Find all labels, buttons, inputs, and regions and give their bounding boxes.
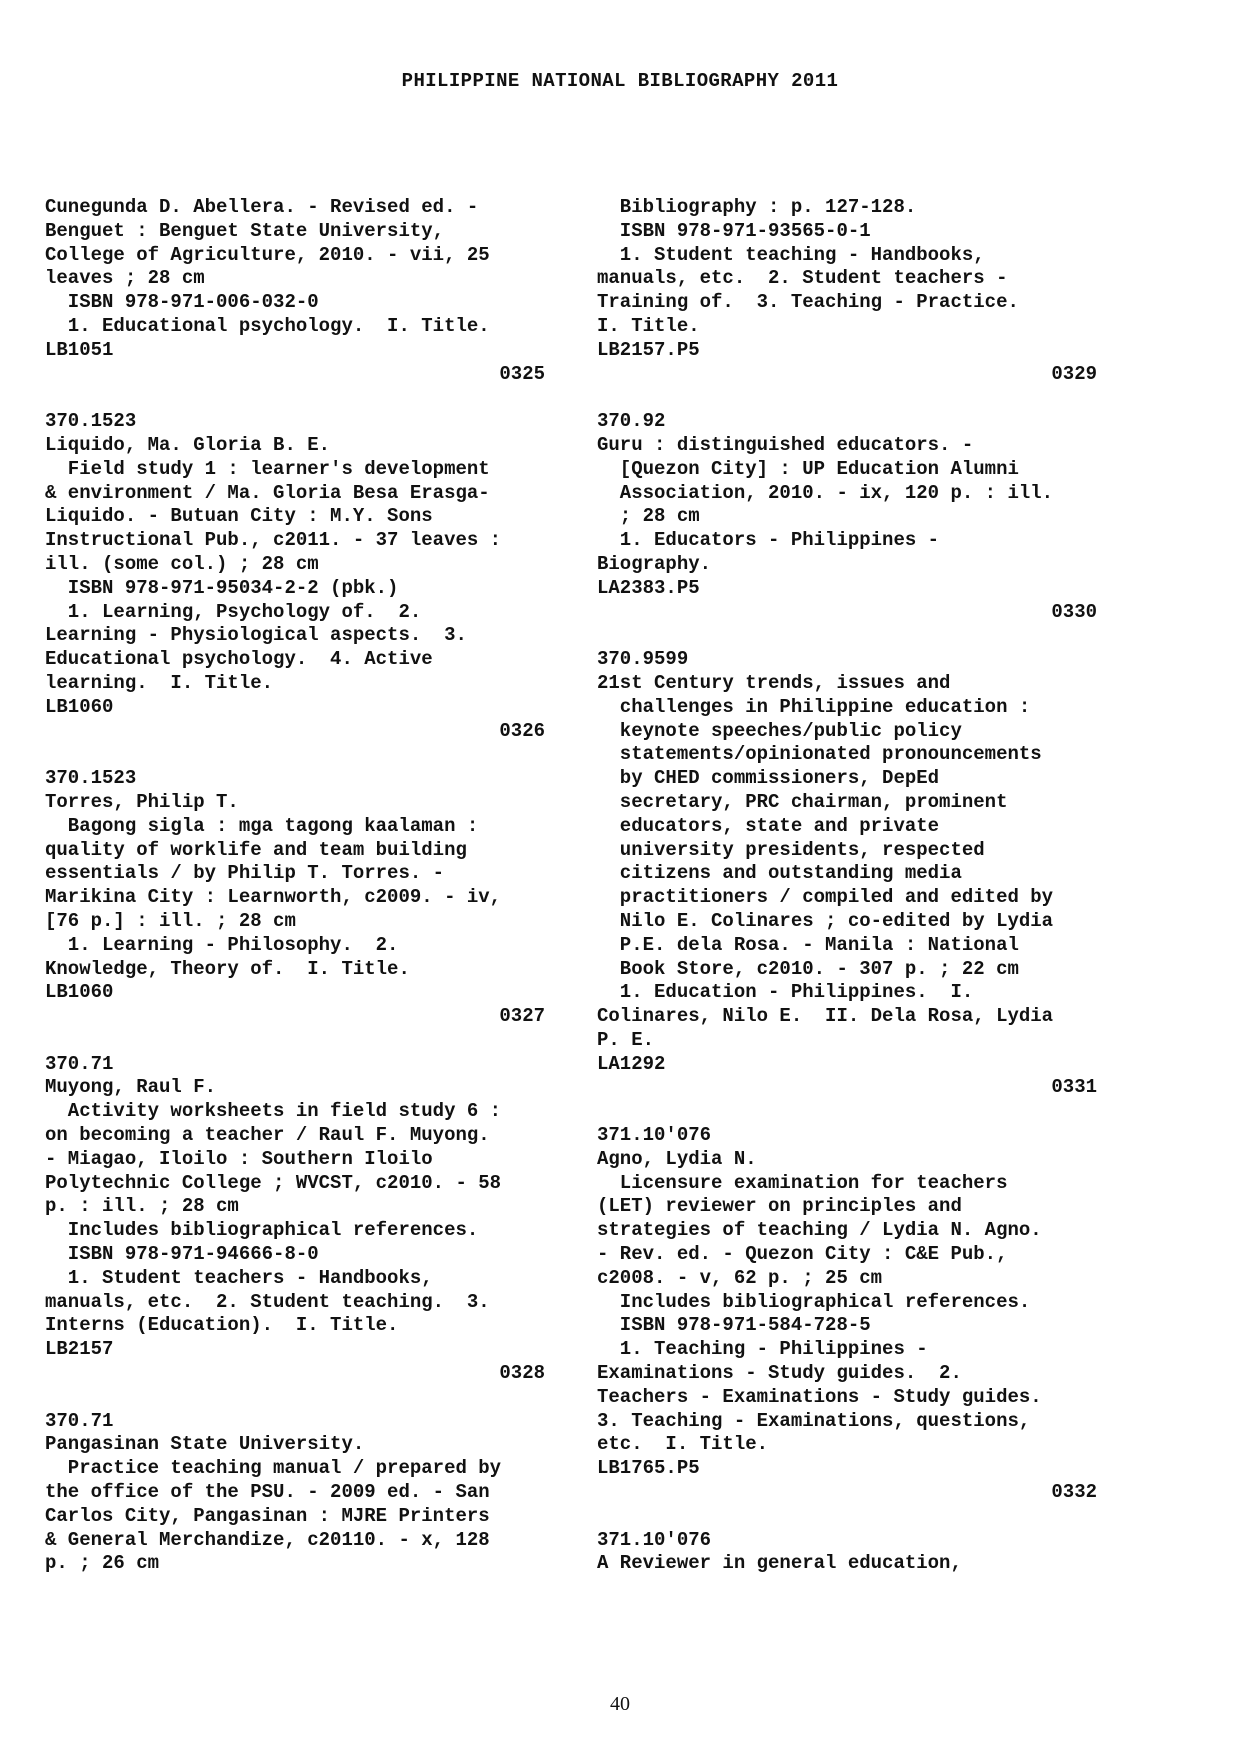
entry-line: Nilo E. Colinares ; co-edited by Lydia: [597, 909, 1054, 932]
entry-line: Agno, Lydia N.: [597, 1147, 757, 1170]
entry-line: leaves ; 28 cm: [45, 267, 205, 290]
entry-line: Pangasinan State University.: [45, 1433, 365, 1456]
entry-line: - Rev. ed. - Quezon City : C&E Pub.,: [597, 1243, 1008, 1266]
entry-line: 3. Teaching - Examinations, questions,: [597, 1409, 1031, 1432]
left-column: [45, 196, 545, 1576]
entry-line: Examinations - Study guides. 2.: [597, 1362, 962, 1385]
right-column: [597, 196, 1097, 1576]
entry-line: statements/opinionated pronouncements: [597, 743, 1042, 766]
entry-line: LB2157: [45, 1338, 114, 1361]
page-number: 40: [610, 1693, 630, 1715]
entry-number: 0332: [1051, 1481, 1097, 1504]
entry-number: 0329: [1051, 362, 1097, 385]
entry-line: keynote speeches/public policy: [597, 719, 962, 742]
entry-line: Interns (Education). I. Title.: [45, 1314, 399, 1337]
entry-gap: [45, 743, 545, 767]
entry-number: 0330: [1051, 600, 1097, 623]
entry-line: on becoming a teacher / Raul F. Muyong.: [45, 1124, 490, 1147]
entry-gap: [597, 624, 1097, 648]
entry-line: & environment / Ma. Gloria Besa Erasga-: [45, 481, 490, 504]
entry-number: 0326: [499, 719, 545, 742]
entry-line: Liquido, Ma. Gloria B. E.: [45, 433, 331, 456]
entry-number: 0331: [1051, 1076, 1097, 1099]
entry-line: 370.71: [45, 1409, 114, 1432]
entry-line: 21st Century trends, issues and: [597, 671, 951, 694]
entry-gap: [597, 1100, 1097, 1124]
entry-line: ISBN 978-971-006-032-0: [45, 291, 319, 314]
entry-line: [Quezon City] : UP Education Alumni: [597, 457, 1019, 480]
entry-line: Guru : distinguished educators. -: [597, 433, 974, 456]
bibliography-entry: [597, 410, 1097, 648]
entry-line: Liquido. - Butuan City : M.Y. Sons: [45, 505, 433, 528]
entry-line: Bibliography : p. 127-128.: [597, 196, 917, 218]
entry-line: Muyong, Raul F.: [45, 1076, 217, 1099]
entry-line: LA2383.P5: [597, 576, 700, 599]
entry-line: Educational psychology. 4. Active: [45, 648, 433, 671]
entry-line: Instructional Pub., c2011. - 37 leaves :: [45, 529, 502, 552]
entry-line: ISBN 978-971-95034-2-2 (pbk.): [45, 576, 399, 599]
entry-number: 0325: [499, 362, 545, 385]
entry-line: Includes bibliographical references.: [597, 1290, 1031, 1313]
entry-gap: [45, 1386, 545, 1410]
entry-line: practitioners / compiled and edited by: [597, 886, 1054, 909]
entry-line: LB1051: [45, 338, 114, 361]
entry-line: 1. Teaching - Philippines -: [597, 1338, 928, 1361]
entry-line: 1. Student teachers - Handbooks,: [45, 1266, 433, 1289]
entry-line: LB1765.P5: [597, 1457, 700, 1480]
entry-line: Polytechnic College ; WVCST, c2010. - 58: [45, 1171, 502, 1194]
entry-line: Torres, Philip T.: [45, 790, 239, 813]
entry-gap: [45, 1029, 545, 1053]
entry-line: quality of worklife and team building: [45, 838, 467, 861]
entry-line: I. Title.: [597, 314, 700, 337]
entry-line: LB2157.P5: [597, 338, 700, 361]
bibliography-entry: [45, 1053, 545, 1410]
entry-line: Association, 2010. - ix, 120 p. : ill.: [597, 481, 1054, 504]
entry-line: Colinares, Nilo E. II. Dela Rosa, Lydia: [597, 1005, 1054, 1028]
entry-line: the office of the PSU. - 2009 ed. - San: [45, 1481, 490, 1504]
entry-number: 0328: [499, 1362, 545, 1385]
entry-line: P.E. dela Rosa. - Manila : National: [597, 933, 1019, 956]
entry-line: 1. Educational psychology. I. Title.: [45, 314, 490, 337]
entry-line: Learning - Physiological aspects. 3.: [45, 624, 467, 647]
entry-line: citizens and outstanding media: [597, 862, 962, 885]
entry-line: p. : ill. ; 28 cm: [45, 1195, 239, 1218]
entry-line: & General Merchandize, c20110. - x, 128: [45, 1528, 490, 1551]
entry-line: strategies of teaching / Lydia N. Agno.: [597, 1219, 1042, 1242]
bibliography-entry: [597, 196, 1097, 410]
entry-line: secretary, PRC chairman, prominent: [597, 790, 1008, 813]
entry-line: 370.1523: [45, 767, 137, 790]
bibliography-entry: [45, 410, 545, 767]
entry-line: etc. I. Title.: [597, 1433, 769, 1456]
entry-number: 0327: [499, 1005, 545, 1028]
entry-line: Knowledge, Theory of. I. Title.: [45, 957, 410, 980]
entry-line: ill. (some col.) ; 28 cm: [45, 552, 319, 575]
entry-line: Cunegunda D. Abellera. - Revised ed. -: [45, 196, 479, 218]
entry-line: A Reviewer in general education,: [597, 1552, 962, 1575]
entry-line: Training of. 3. Teaching - Practice.: [597, 291, 1019, 314]
entry-line: Practice teaching manual / prepared by: [45, 1457, 502, 1480]
page-header-title: PHILIPPINE NATIONAL BIBLIOGRAPHY 2011: [401, 70, 839, 92]
bibliography-entry: [45, 196, 545, 410]
entry-line: educators, state and private: [597, 814, 940, 837]
entry-line: 1. Student teaching - Handbooks,: [597, 243, 985, 266]
entry-line: 371.10'076: [597, 1528, 712, 1551]
entry-line: P. E.: [597, 1028, 655, 1051]
entry-line: learning. I. Title.: [45, 671, 274, 694]
entry-line: Field study 1 : learner's development: [45, 457, 490, 480]
entry-line: Marikina City : Learnworth, c2009. - iv,: [45, 886, 502, 909]
entry-gap: [597, 1505, 1097, 1529]
entry-line: LA1292: [597, 1052, 666, 1075]
bibliography-entry: [597, 1529, 1097, 1577]
bibliography-entry: [45, 1410, 545, 1577]
entry-line: Activity worksheets in field study 6 :: [45, 1100, 502, 1123]
entry-line: manuals, etc. 2. Student teachers -: [597, 267, 1008, 290]
entry-line: Benguet : Benguet State University,: [45, 219, 445, 242]
entry-line: 1. Educators - Philippines -: [597, 529, 940, 552]
entry-line: by CHED commissioners, DepEd: [597, 767, 940, 790]
entry-line: ; 28 cm: [597, 505, 700, 528]
entry-line: 370.71: [45, 1052, 114, 1075]
entry-line: 370.92: [597, 410, 666, 433]
entry-line: challenges in Philippine education :: [597, 695, 1031, 718]
entry-line: [76 p.] : ill. ; 28 cm: [45, 909, 296, 932]
entry-line: Biography.: [597, 552, 712, 575]
entry-line: College of Agriculture, 2010. - vii, 25: [45, 243, 490, 266]
entry-line: p. ; 26 cm: [45, 1552, 160, 1575]
entry-line: 1. Education - Philippines. I.: [597, 981, 974, 1004]
entry-line: Carlos City, Pangasinan : MJRE Printers: [45, 1504, 490, 1527]
entry-line: Licensure examination for teachers: [597, 1171, 1008, 1194]
bibliography-entry: [597, 648, 1097, 1124]
entry-line: manuals, etc. 2. Student teaching. 3.: [45, 1290, 490, 1313]
entry-line: ISBN 978-971-94666-8-0: [45, 1243, 319, 1266]
entry-line: essentials / by Philip T. Torres. -: [45, 862, 445, 885]
entry-line: LB1060: [45, 981, 114, 1004]
entry-line: 1. Learning - Philosophy. 2.: [45, 933, 399, 956]
bibliography-entry: [597, 1124, 1097, 1529]
entry-line: 1. Learning, Psychology of. 2.: [45, 600, 422, 623]
bibliography-entry: [45, 767, 545, 1053]
entry-line: 370.9599: [597, 648, 689, 671]
entry-gap: [597, 386, 1097, 410]
entry-line: ISBN 978-971-93565-0-1: [597, 219, 871, 242]
entry-line: Teachers - Examinations - Study guides.: [597, 1385, 1042, 1408]
entry-gap: [45, 386, 545, 410]
entry-line: Bagong sigla : mga tagong kaalaman :: [45, 814, 479, 837]
entry-line: ISBN 978-971-584-728-5: [597, 1314, 871, 1337]
entry-line: (LET) reviewer on principles and: [597, 1195, 962, 1218]
entry-line: university presidents, respected: [597, 838, 985, 861]
entry-line: 370.1523: [45, 410, 137, 433]
entry-line: Includes bibliographical references.: [45, 1219, 479, 1242]
entry-line: Book Store, c2010. - 307 p. ; 22 cm: [597, 957, 1019, 980]
entry-line: - Miagao, Iloilo : Southern Iloilo: [45, 1147, 433, 1170]
entry-line: c2008. - v, 62 p. ; 25 cm: [597, 1266, 883, 1289]
entry-line: 371.10'076: [597, 1124, 712, 1147]
entry-line: LB1060: [45, 695, 114, 718]
